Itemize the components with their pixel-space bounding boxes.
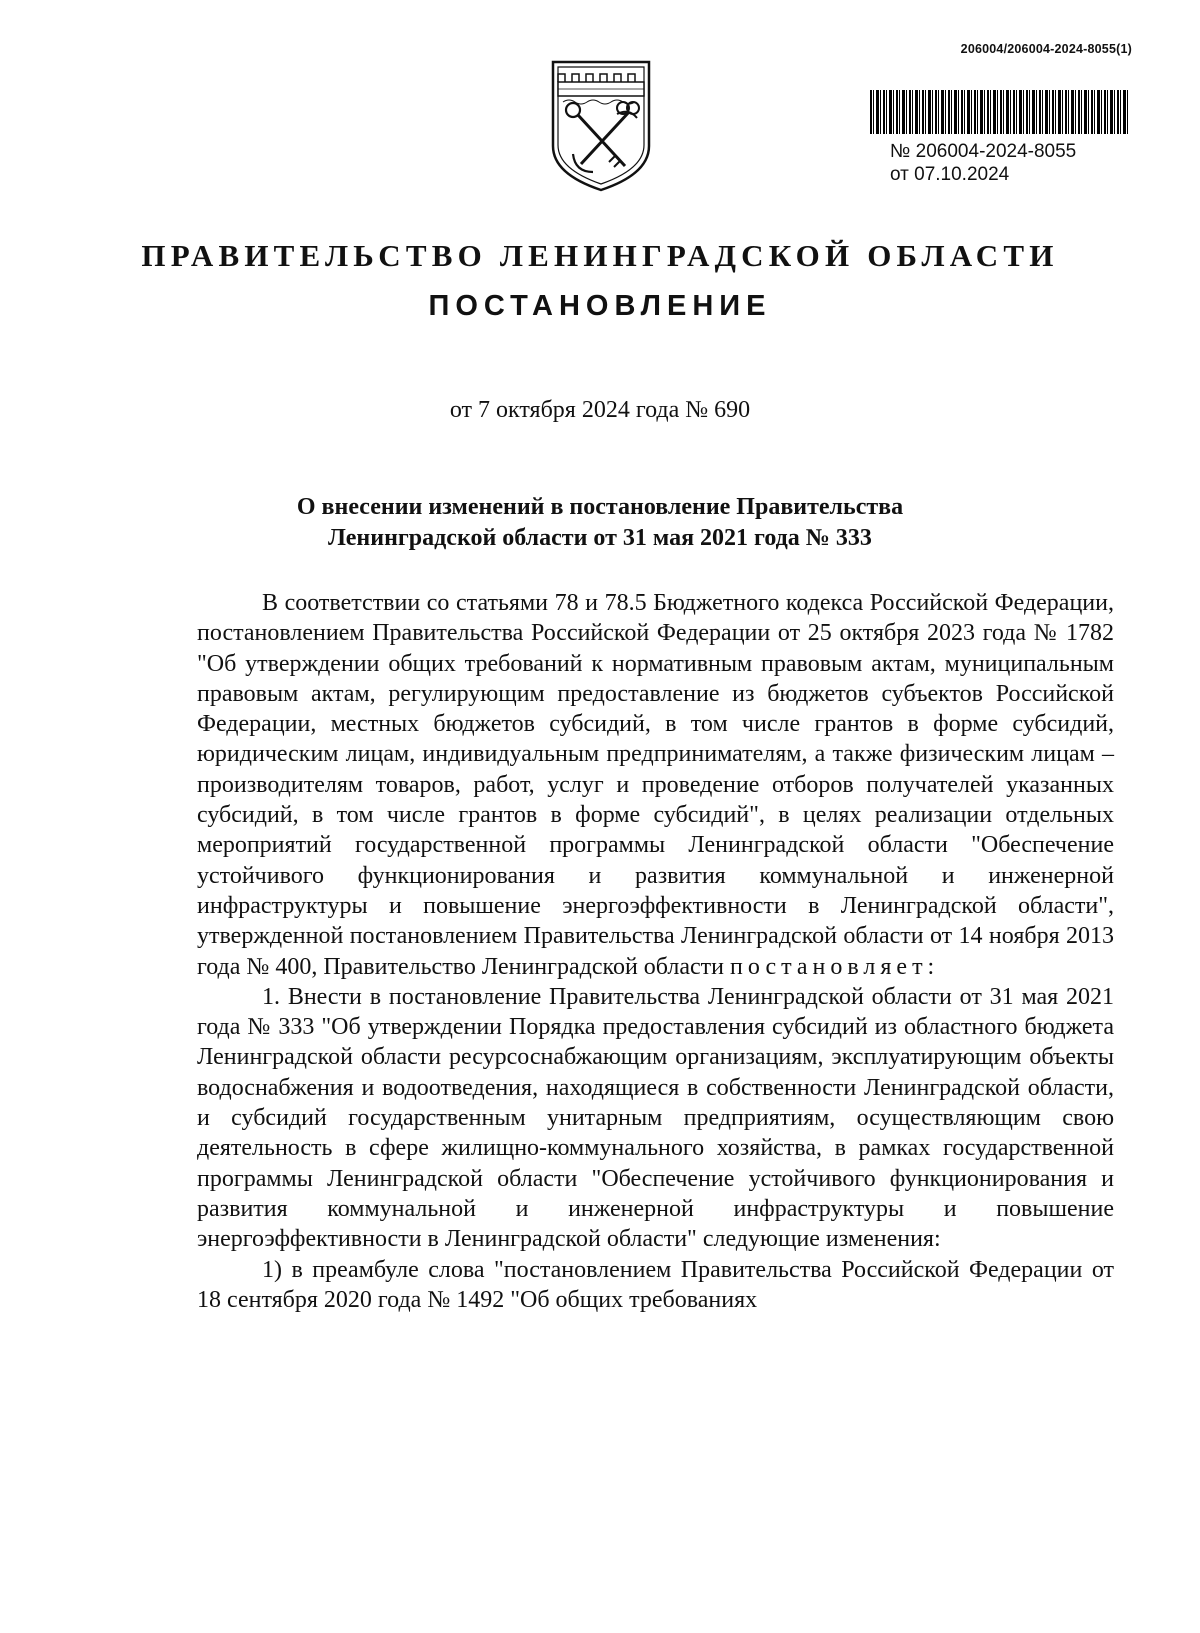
registration-id: 206004/206004-2024-8055(1) bbox=[960, 42, 1132, 56]
registration-stamp bbox=[890, 140, 1076, 186]
preamble-paragraph bbox=[197, 588, 1114, 982]
document-type: ПОСТАНОВЛЕНИЕ bbox=[428, 290, 772, 322]
authority-title: ПРАВИТЕЛЬСТВО ЛЕНИНГРАДСКОЙ ОБЛАСТИ bbox=[141, 238, 1059, 273]
preamble-text: В соответствии со статьями 78 и 78.5 Бюджетного кодекса Российской Федерации, постановлением Правительства Российской Федерации от 25 октября 2023 года № 1782 "Об утверждении общих требований к нормативным правовым актам, муниципальным правовым актам, регулирующим предоставление из бюджетов субъектов Российской Федерации, местных бюджетов субсидий, в том числе грантов в форме субсидий, юридическим лицам, индивидуальным предпринимателям, а также физическим лицам – производителям товаров, работ, услуг и проведение отборов получателей указанных субсидий, в том числе грантов в форме субсидий", в целях реализации отдельных мероприятий государственной программы Ленинградской области "Обеспечение устойчивого функционирования и развития коммунальной и инженерной инфраструктуры и повышение энергоэффективности в Ленинградской области", утвержденной постановлением Правительства Ленинградской области от 14 ноября 2013 года № 400, Правительство Ленинградской области bbox=[197, 590, 1114, 980]
resolves-word: постановляет: bbox=[730, 953, 940, 980]
clause-1-1-paragraph: 1) в преамбуле слова "постановлением Правительства Российской Федерации от 18 сентября 2020 года № 1492 "Об общих требованиях bbox=[197, 1256, 1114, 1313]
document-subject bbox=[0, 492, 1200, 554]
registration-number: № 206004-2024-8055 bbox=[890, 141, 1077, 162]
subject-line-2: Ленинградской области от 31 мая 2021 года № 333 bbox=[328, 525, 872, 551]
barcode bbox=[870, 90, 1130, 134]
coat-of-arms-icon bbox=[545, 58, 657, 194]
clause-1-paragraph: 1. Внести в постановление Правительства Ленинградской области от 31 мая 2021 года № 333 "Об утверждении Порядка предоставления субсидий из областного бюджета Ленинградской области ресурсоснабжающим организациям, эксплуатирующим объекты водоснабжения и водоотведения, находящиеся в собственности Ленинградской области, и субсидий государственным унитарным предприятиям, осуществляющим свою деятельность в сфере жилищно-коммунального хозяйства, в рамках государственной программы Ленинградской области "Обеспечение устойчивого функционирования и развития коммунальной и инженерной инфраструктуры и повышение энергоэффективности в Ленинградской области" следующие изменения: bbox=[197, 983, 1114, 1253]
registration-date: от 07.10.2024 bbox=[890, 164, 1010, 185]
document-body bbox=[197, 588, 1114, 1315]
subject-line-1: О внесении изменений в постановление Правительства bbox=[296, 494, 904, 520]
document-date-number: от 7 октября 2024 года № 690 bbox=[449, 397, 751, 423]
